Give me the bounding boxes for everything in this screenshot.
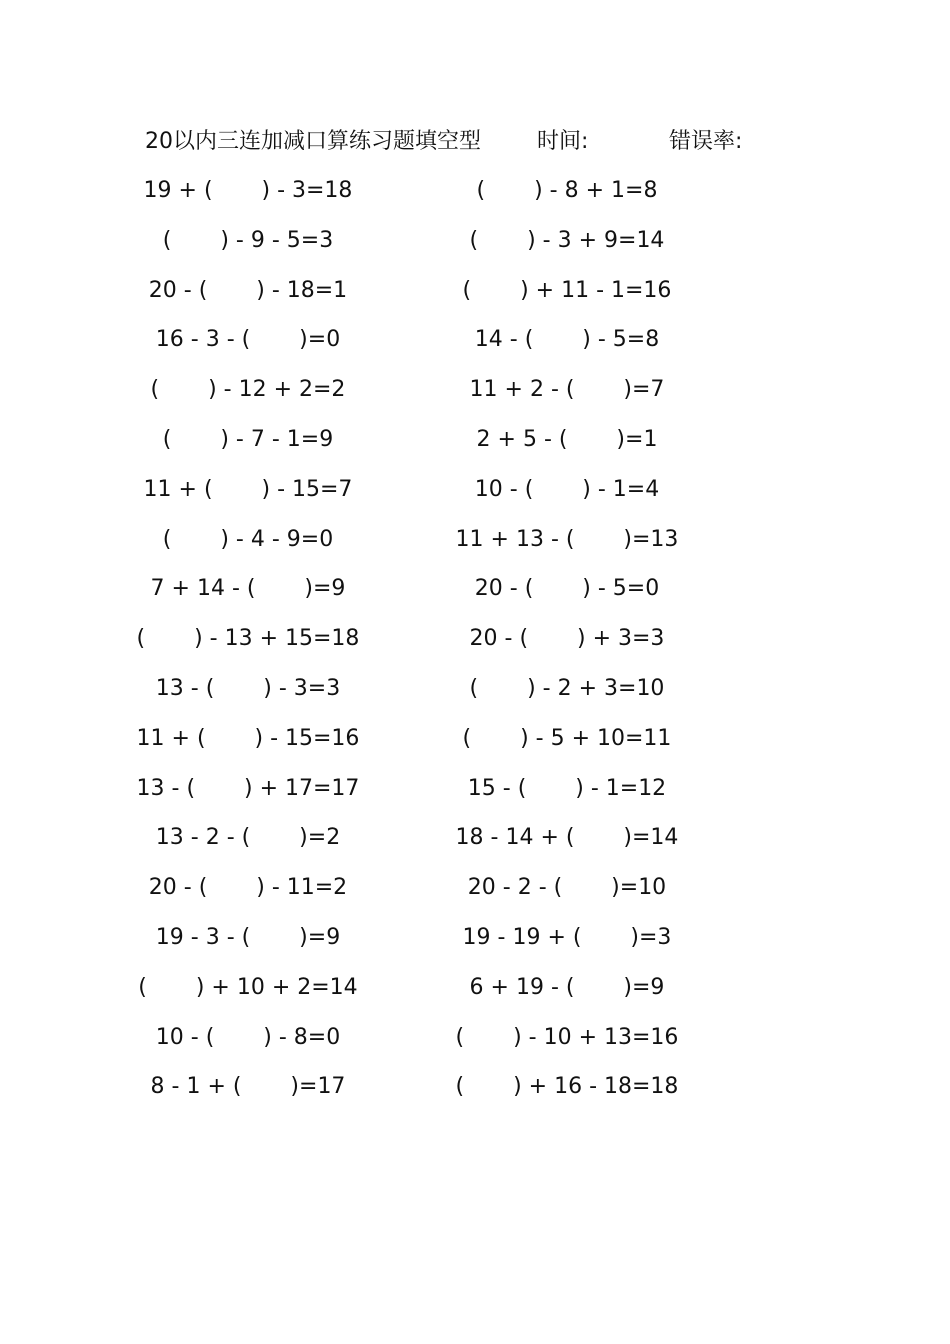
- problem: 13 - ( ) + 17=17: [136, 775, 360, 801]
- problem: 15 - ( ) - 1=12: [467, 775, 667, 801]
- problem: ( ) - 5 + 10=11: [462, 725, 672, 751]
- problem: ( ) - 3 + 9=14: [469, 227, 665, 253]
- problem: 20 - 2 - ( )=10: [467, 875, 667, 901]
- problem: 16 - 3 - ( )=0: [155, 327, 341, 353]
- problem: ( ) - 9 - 5=3: [162, 227, 334, 253]
- problem: 2 + 5 - ( )=1: [476, 426, 658, 452]
- problem: 11 + 13 - ( )=13: [455, 526, 679, 552]
- problem: ( ) - 13 + 15=18: [136, 626, 360, 652]
- problem: 19 + ( ) - 3=18: [143, 178, 353, 203]
- problem: ( ) - 10 + 13=16: [455, 1024, 679, 1050]
- problem: 7 + 14 - ( )=9: [150, 576, 346, 602]
- problem: 19 - 19 + ( )=3: [462, 924, 672, 950]
- problem: ( ) + 10 + 2=14: [138, 974, 358, 1000]
- problem: 20 - ( ) - 5=0: [474, 576, 660, 602]
- problem: 11 + ( ) - 15=16: [136, 725, 360, 751]
- problem: 20 - ( ) - 11=2: [148, 875, 348, 901]
- problem: 10 - ( ) - 1=4: [474, 476, 660, 502]
- problem: 10 - ( ) - 8=0: [155, 1024, 341, 1050]
- problem: 13 - ( ) - 3=3: [155, 675, 341, 701]
- problem: 20 - ( ) + 3=3: [469, 626, 665, 652]
- problem: ( ) + 16 - 18=18: [455, 1074, 679, 1100]
- left-problem-column: [133, 170, 363, 1116]
- problem: ( ) - 12 + 2=2: [150, 377, 346, 403]
- worksheet-header: [145, 124, 785, 160]
- problem: 11 + ( ) - 15=7: [143, 476, 353, 502]
- problem: ( ) + 11 - 1=16: [462, 277, 672, 303]
- problem: ( ) - 8 + 1=8: [476, 178, 658, 203]
- problem: 18 - 14 + ( )=14: [455, 825, 679, 851]
- time-label: 时间:: [537, 129, 589, 154]
- problem: 13 - 2 - ( )=2: [155, 825, 341, 851]
- error-rate-label: 错误率:: [669, 129, 743, 154]
- problem: 8 - 1 + ( )=17: [150, 1074, 346, 1100]
- right-problem-column: [452, 170, 682, 1116]
- problem: ( ) - 2 + 3=10: [469, 675, 665, 701]
- problem: ( ) - 7 - 1=9: [162, 426, 334, 452]
- problem: 19 - 3 - ( )=9: [155, 924, 341, 950]
- problem: 14 - ( ) - 5=8: [474, 327, 660, 353]
- problem: 6 + 19 - ( )=9: [469, 974, 665, 1000]
- problem: 11 + 2 - ( )=7: [469, 377, 665, 403]
- worksheet-title: 20以内三连加减口算练习题填空型: [145, 129, 481, 154]
- problem: ( ) - 4 - 9=0: [162, 526, 334, 552]
- problem: 20 - ( ) - 18=1: [148, 277, 348, 303]
